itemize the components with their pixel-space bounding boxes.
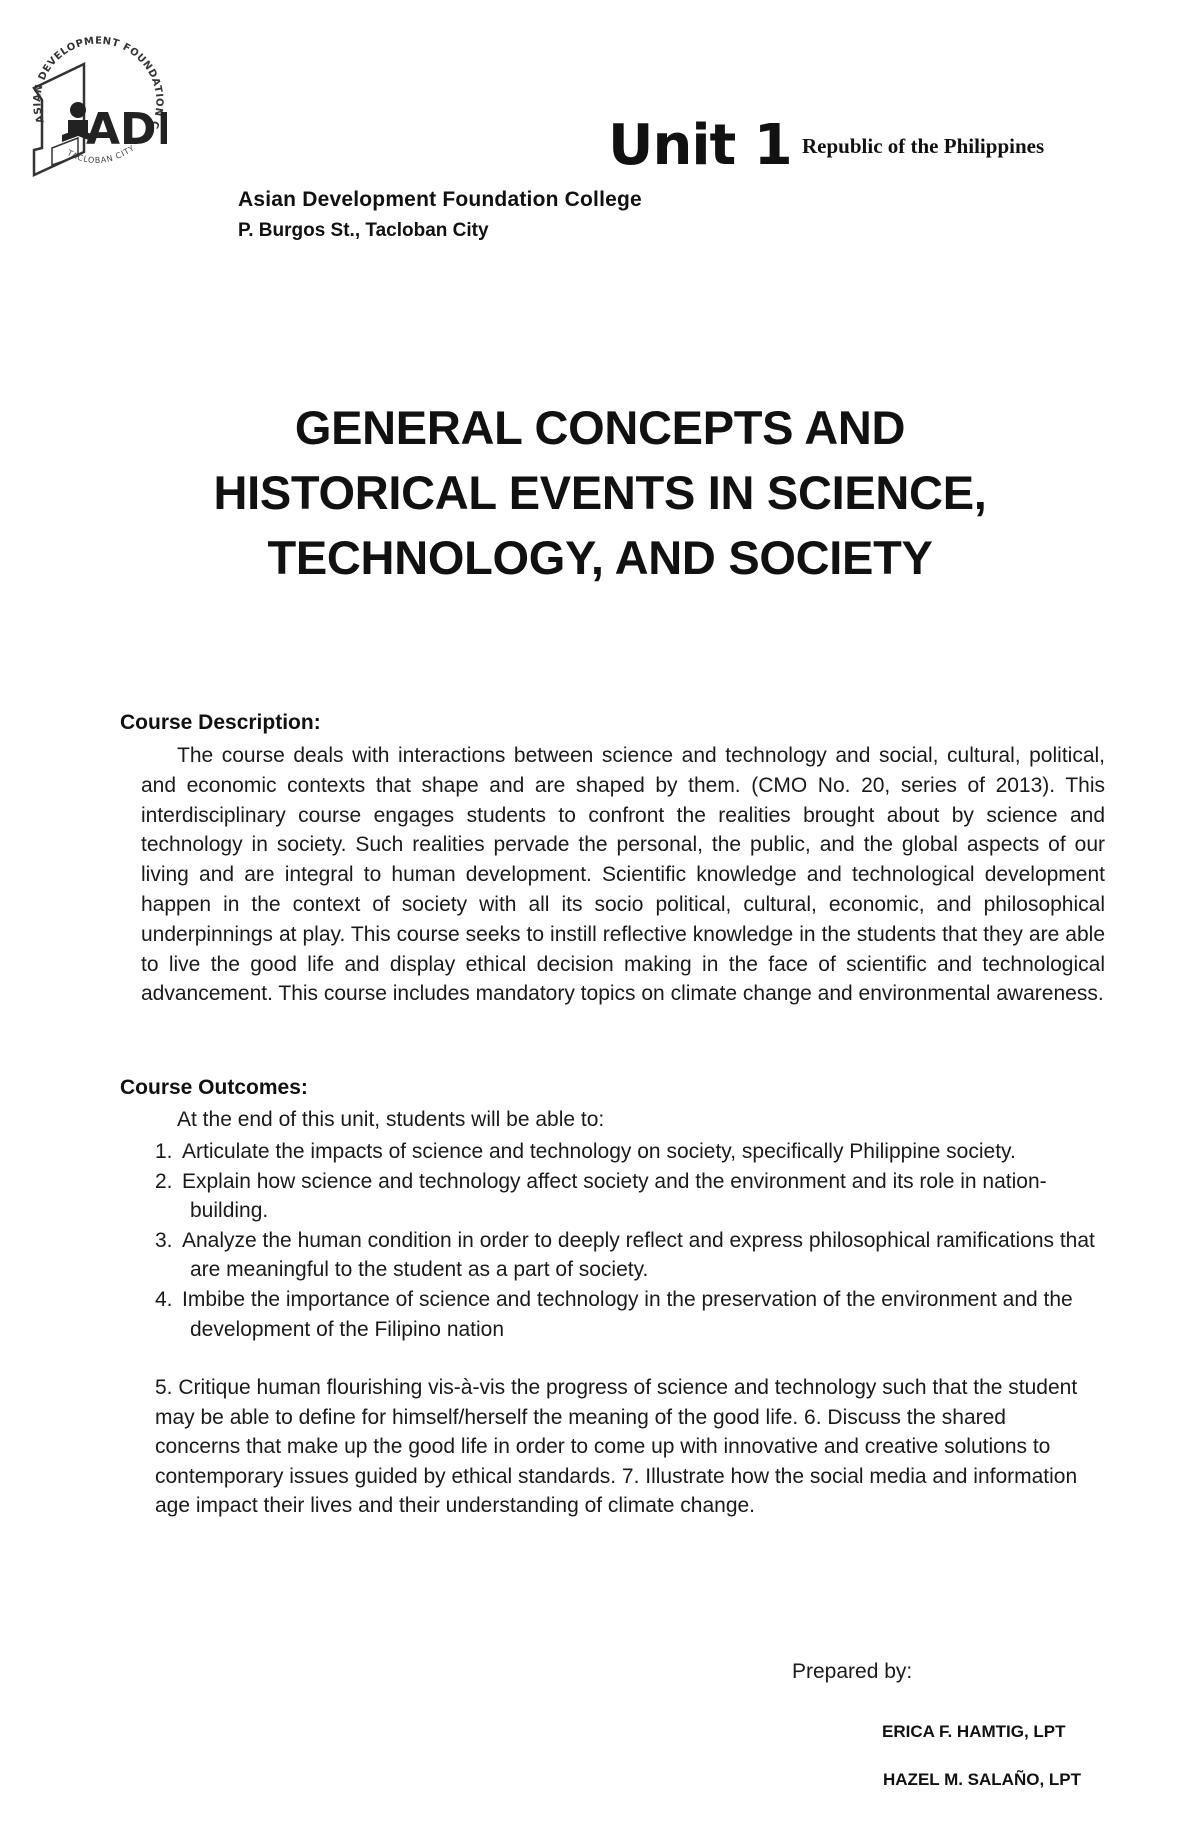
outcome-text: Imbibe the importance of science and technology in the preservation of the environment and the development of the Filipino nation — [182, 1287, 1073, 1341]
course-description-heading: Course Description: — [120, 711, 321, 734]
unit-label: Unit 1 — [608, 113, 792, 178]
course-outcomes-run-on: 5. Critique human flourishing vis-à-vis the progress of science and technology such that the student may be able to define for himself/herself the meaning of the good life. 6. Discuss the shared concerns that make up the good life in order to come up with innovative and creative solutions to contemporary issues guided by ethical standards. 7. Illustrate how the social media and information age impact their lives and their understanding of climate change. — [155, 1376, 1078, 1518]
preparer-name: HAZEL M. SALAÑO, LPT — [883, 1770, 1082, 1789]
outcome-item — [155, 1285, 1105, 1344]
outcome-item — [155, 1226, 1105, 1285]
course-description-body: The course deals with interactions between science and technology and social, cultural, political, and economic contexts that shape and are shaped by them. (CMO No. 20, series of 2013). This interdisciplinary course engages students to confront the realities brought about by science and technology in society. Such realities pervade the personal, the public, and the global aspects of our living and are integral to human development. Scientific knowledge and technological development happen in the context of society with all its socio political, cultural, economic, and philosophical underpinnings at play. This course seeks to instill reflective knowledge in the students that they are able to live the good life and display ethical decision making in the face of scientific and technological advancement. This course includes mandatory topics on climate change and environmental awareness. — [141, 744, 1105, 1006]
course-outcomes-intro: At the end of this unit, students will be able to: — [177, 1108, 605, 1131]
college-address: P. Burgos St., Tacloban City — [238, 220, 489, 241]
logo-footer-text: TACLOBAN CITY — [65, 143, 137, 166]
outcome-number: 1. — [155, 1140, 173, 1163]
course-outcomes-heading: Course Outcomes: — [120, 1076, 308, 1099]
logo-name: AD — [86, 104, 157, 155]
republic-label: Republic of the Philippines — [802, 134, 1045, 158]
outcome-number: 3. — [155, 1228, 173, 1252]
title-line: HISTORICAL EVENTS IN SCIENCE, — [213, 466, 987, 519]
title-line: TECHNOLOGY, AND SOCIETY — [267, 531, 933, 584]
outcome-text: Explain how science and technology affect society and the environment and its role in nation-building. — [182, 1169, 1047, 1223]
college-logo — [22, 30, 167, 180]
prepared-by-label: Prepared by: — [792, 1660, 913, 1683]
logo-ring-text: ASIAN DEVELOPMENT FOUNDATION C — [32, 35, 165, 131]
page-title — [60, 395, 1140, 590]
outcome-text: Articulate the impacts of science and technology on society, specifically Philippine society. — [182, 1140, 1016, 1163]
outcome-number: 4. — [155, 1287, 173, 1311]
title-line: GENERAL CONCEPTS AND — [294, 401, 906, 454]
course-outcomes-list — [155, 1137, 1105, 1344]
college-name: Asian Development Foundation College — [238, 188, 642, 211]
preparer-name: ERICA F. HAMTIG, LPT — [882, 1722, 1066, 1741]
outcome-item — [155, 1137, 1105, 1167]
outcome-text: Analyze the human condition in order to deeply reflect and express philosophical ramifications that are meaningful to the student as a part of society. — [182, 1228, 1095, 1282]
outcome-item — [155, 1167, 1105, 1226]
outcome-number: 2. — [155, 1169, 173, 1193]
